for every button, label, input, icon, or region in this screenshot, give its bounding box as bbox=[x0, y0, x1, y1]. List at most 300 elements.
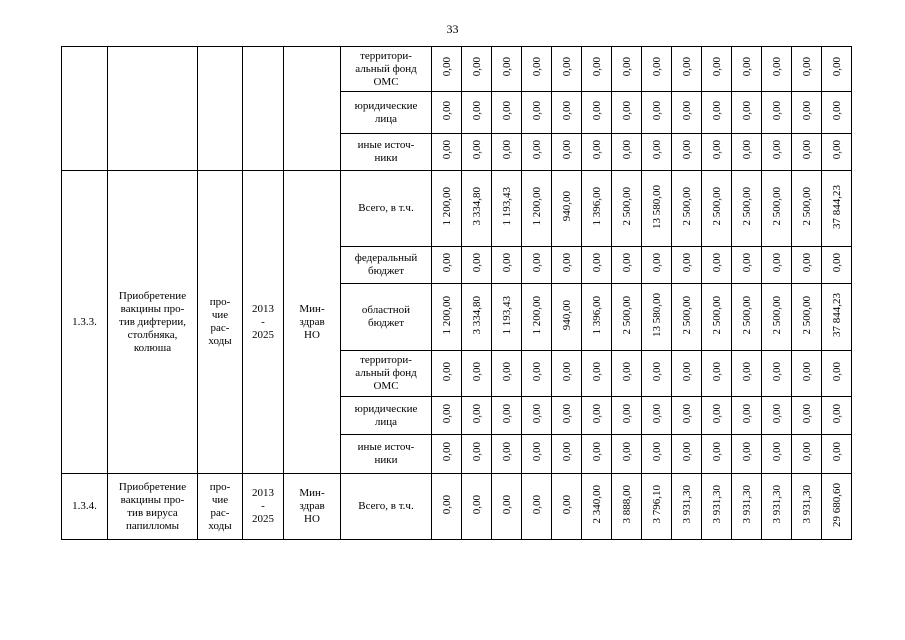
value-cell-4 bbox=[522, 474, 552, 540]
item-name bbox=[108, 47, 198, 171]
value-text: 0,00 bbox=[800, 253, 813, 273]
value-cell-2 bbox=[462, 351, 492, 397]
value-cell-1 bbox=[432, 351, 462, 397]
executor: Мин- здрав НО bbox=[284, 474, 341, 540]
value-text: 2 500,00 bbox=[800, 187, 813, 226]
value-cell-9 bbox=[672, 351, 702, 397]
value-cell-1 bbox=[432, 397, 462, 435]
value-cell-12 bbox=[762, 474, 792, 540]
value-cell-12 bbox=[762, 171, 792, 247]
period-years: 2013 - 2025 bbox=[243, 474, 284, 540]
value-text: 3 888,00 bbox=[620, 485, 633, 524]
value-text: 0,00 bbox=[470, 57, 483, 77]
value-cell-8 bbox=[642, 92, 672, 134]
value-cell-10 bbox=[702, 171, 732, 247]
value-cell-4 bbox=[522, 284, 552, 351]
value-cell-5 bbox=[552, 171, 582, 247]
value-cell-5 bbox=[552, 92, 582, 134]
page-number: 33 bbox=[446, 22, 459, 36]
value-text: 0,00 bbox=[830, 253, 843, 273]
value-text: 2 500,00 bbox=[620, 187, 633, 226]
value-text: 0,00 bbox=[560, 361, 573, 382]
value-text: 0,00 bbox=[530, 140, 543, 160]
value-text: 0,00 bbox=[530, 100, 543, 121]
value-cell-5 bbox=[552, 474, 582, 540]
value-text: 0,00 bbox=[740, 140, 753, 160]
value-cell-2 bbox=[462, 397, 492, 435]
value-text: 0,00 bbox=[800, 140, 813, 160]
value-text: 0,00 bbox=[680, 361, 693, 382]
value-cell-3 bbox=[492, 92, 522, 134]
value-text: 3 931,30 bbox=[680, 485, 693, 524]
value-text: 3 796,10 bbox=[650, 485, 663, 524]
value-text: 0,00 bbox=[740, 100, 753, 121]
value-cell-7 bbox=[612, 92, 642, 134]
value-text: 3 334,80 bbox=[470, 187, 483, 226]
value-cell-3 bbox=[492, 247, 522, 284]
value-cell-14 bbox=[822, 351, 852, 397]
value-text: 1 200,00 bbox=[440, 295, 453, 335]
value-cell-9 bbox=[672, 474, 702, 540]
value-cell-7 bbox=[612, 284, 642, 351]
value-cell-7 bbox=[612, 247, 642, 284]
value-text: 0,00 bbox=[710, 253, 723, 273]
value-cell-11 bbox=[732, 435, 762, 474]
value-text: 3 334,80 bbox=[470, 295, 483, 335]
value-cell-1 bbox=[432, 134, 462, 171]
value-text: 37 844,23 bbox=[830, 293, 843, 337]
value-cell-10 bbox=[702, 474, 732, 540]
value-text: 0,00 bbox=[830, 100, 843, 121]
value-cell-14 bbox=[822, 284, 852, 351]
value-cell-6 bbox=[582, 92, 612, 134]
value-text: 0,00 bbox=[680, 442, 693, 462]
value-cell-13 bbox=[792, 397, 822, 435]
value-cell-12 bbox=[762, 397, 792, 435]
value-cell-7 bbox=[612, 47, 642, 92]
value-cell-12 bbox=[762, 247, 792, 284]
value-cell-5 bbox=[552, 435, 582, 474]
value-cell-3 bbox=[492, 171, 522, 247]
value-text: 2 500,00 bbox=[620, 295, 633, 335]
funding-source: юридические лица bbox=[341, 92, 432, 134]
value-text: 0,00 bbox=[470, 442, 483, 462]
value-cell-11 bbox=[732, 134, 762, 171]
funding-source: областной бюджет bbox=[341, 284, 432, 351]
value-text: 0,00 bbox=[500, 403, 513, 424]
value-text: 0,00 bbox=[830, 361, 843, 382]
item-name: Приобретение вакцины про- тив дифтерии, столбняка, колюша bbox=[108, 171, 198, 474]
value-text: 0,00 bbox=[830, 57, 843, 77]
value-text: 0,00 bbox=[560, 140, 573, 160]
value-cell-2 bbox=[462, 47, 492, 92]
value-cell-4 bbox=[522, 247, 552, 284]
value-cell-8 bbox=[642, 435, 672, 474]
value-cell-3 bbox=[492, 47, 522, 92]
value-cell-9 bbox=[672, 247, 702, 284]
funding-source: территори- альный фонд ОМС bbox=[341, 47, 432, 92]
value-text: 0,00 bbox=[800, 57, 813, 77]
value-text: 0,00 bbox=[560, 253, 573, 273]
funding-source: иные источ- ники bbox=[341, 134, 432, 171]
value-text: 2 500,00 bbox=[770, 295, 783, 335]
value-cell-1 bbox=[432, 247, 462, 284]
value-cell-7 bbox=[612, 397, 642, 435]
value-text: 2 340,00 bbox=[590, 485, 603, 524]
value-cell-7 bbox=[612, 474, 642, 540]
value-text: 0,00 bbox=[440, 403, 453, 424]
value-text: 0,00 bbox=[770, 403, 783, 424]
funding-source: иные источ- ники bbox=[341, 435, 432, 474]
value-cell-14 bbox=[822, 247, 852, 284]
value-text: 0,00 bbox=[650, 57, 663, 77]
value-text: 0,00 bbox=[530, 403, 543, 424]
value-cell-14 bbox=[822, 171, 852, 247]
value-text: 0,00 bbox=[830, 403, 843, 424]
value-text: 1 200,00 bbox=[530, 295, 543, 335]
value-text: 3 931,30 bbox=[710, 485, 723, 524]
value-text: 0,00 bbox=[770, 57, 783, 77]
value-text: 0,00 bbox=[800, 442, 813, 462]
value-cell-6 bbox=[582, 171, 612, 247]
value-cell-3 bbox=[492, 284, 522, 351]
value-cell-4 bbox=[522, 134, 552, 171]
value-text: 0,00 bbox=[470, 140, 483, 160]
value-text: 0,00 bbox=[710, 140, 723, 160]
value-text: 0,00 bbox=[650, 361, 663, 382]
value-cell-11 bbox=[732, 351, 762, 397]
value-text: 2 500,00 bbox=[740, 295, 753, 335]
value-text: 2 500,00 bbox=[710, 187, 723, 226]
value-cell-13 bbox=[792, 92, 822, 134]
value-cell-14 bbox=[822, 47, 852, 92]
value-text: 0,00 bbox=[590, 100, 603, 121]
value-text: 0,00 bbox=[590, 403, 603, 424]
value-cell-11 bbox=[732, 92, 762, 134]
value-cell-13 bbox=[792, 247, 822, 284]
value-text: 0,00 bbox=[470, 253, 483, 273]
value-text: 0,00 bbox=[470, 100, 483, 121]
value-cell-5 bbox=[552, 351, 582, 397]
value-cell-6 bbox=[582, 351, 612, 397]
value-text: 0,00 bbox=[680, 253, 693, 273]
value-cell-11 bbox=[732, 397, 762, 435]
value-cell-1 bbox=[432, 474, 462, 540]
value-text: 0,00 bbox=[500, 140, 513, 160]
value-cell-1 bbox=[432, 171, 462, 247]
value-text: 2 500,00 bbox=[680, 187, 693, 226]
value-cell-1 bbox=[432, 435, 462, 474]
value-cell-14 bbox=[822, 92, 852, 134]
value-text: 0,00 bbox=[440, 494, 453, 515]
value-text: 0,00 bbox=[650, 140, 663, 160]
value-cell-3 bbox=[492, 351, 522, 397]
period-years bbox=[243, 47, 284, 171]
value-cell-8 bbox=[642, 247, 672, 284]
value-text: 0,00 bbox=[440, 253, 453, 273]
period-years: 2013 - 2025 bbox=[243, 171, 284, 474]
value-text: 0,00 bbox=[650, 253, 663, 273]
value-text: 0,00 bbox=[560, 442, 573, 462]
value-cell-14 bbox=[822, 474, 852, 540]
value-cell-2 bbox=[462, 92, 492, 134]
value-cell-4 bbox=[522, 47, 552, 92]
value-cell-6 bbox=[582, 247, 612, 284]
value-text: 0,00 bbox=[650, 100, 663, 121]
value-text: 0,00 bbox=[440, 100, 453, 121]
value-text: 0,00 bbox=[590, 442, 603, 462]
funding-source: юридические лица bbox=[341, 397, 432, 435]
value-cell-7 bbox=[612, 171, 642, 247]
table-row bbox=[62, 474, 852, 540]
value-cell-3 bbox=[492, 435, 522, 474]
value-text: 0,00 bbox=[530, 57, 543, 77]
value-cell-11 bbox=[732, 171, 762, 247]
value-text: 2 500,00 bbox=[770, 187, 783, 226]
value-text: 0,00 bbox=[800, 100, 813, 121]
value-text: 13 580,00 bbox=[650, 293, 663, 337]
value-cell-12 bbox=[762, 435, 792, 474]
value-cell-13 bbox=[792, 474, 822, 540]
value-text: 0,00 bbox=[620, 253, 633, 273]
value-text: 13 580,00 bbox=[650, 184, 663, 229]
expense-type: про- чие рас- ходы bbox=[198, 474, 243, 540]
value-text: 0,00 bbox=[560, 403, 573, 424]
value-cell-3 bbox=[492, 134, 522, 171]
value-cell-8 bbox=[642, 397, 672, 435]
value-text: 0,00 bbox=[710, 361, 723, 382]
value-text: 0,00 bbox=[590, 140, 603, 160]
value-text: 0,00 bbox=[710, 403, 723, 424]
value-text: 1 193,43 bbox=[500, 187, 513, 226]
value-cell-9 bbox=[672, 397, 702, 435]
item-number bbox=[62, 47, 108, 171]
value-text: 0,00 bbox=[590, 361, 603, 382]
value-cell-9 bbox=[672, 92, 702, 134]
value-text: 0,00 bbox=[500, 361, 513, 382]
value-cell-14 bbox=[822, 397, 852, 435]
value-cell-9 bbox=[672, 47, 702, 92]
value-cell-8 bbox=[642, 351, 672, 397]
budget-table-body bbox=[62, 47, 852, 540]
value-text: 0,00 bbox=[470, 361, 483, 382]
value-text: 0,00 bbox=[440, 442, 453, 462]
value-text: 0,00 bbox=[800, 403, 813, 424]
value-cell-8 bbox=[642, 171, 672, 247]
value-cell-13 bbox=[792, 134, 822, 171]
value-text: 0,00 bbox=[680, 403, 693, 424]
funding-source: территори- альный фонд ОМС bbox=[341, 351, 432, 397]
value-cell-2 bbox=[462, 247, 492, 284]
value-text: 0,00 bbox=[710, 100, 723, 121]
value-cell-4 bbox=[522, 435, 552, 474]
value-text: 0,00 bbox=[680, 57, 693, 77]
value-text: 0,00 bbox=[500, 100, 513, 121]
value-text: 940,00 bbox=[560, 299, 573, 331]
value-cell-5 bbox=[552, 134, 582, 171]
value-text: 1 200,00 bbox=[440, 187, 453, 226]
value-text: 1 193,43 bbox=[500, 295, 513, 335]
value-cell-9 bbox=[672, 284, 702, 351]
value-cell-10 bbox=[702, 351, 732, 397]
value-cell-10 bbox=[702, 247, 732, 284]
value-cell-13 bbox=[792, 351, 822, 397]
value-cell-1 bbox=[432, 284, 462, 351]
value-cell-9 bbox=[672, 134, 702, 171]
value-cell-13 bbox=[792, 284, 822, 351]
value-text: 0,00 bbox=[470, 403, 483, 424]
value-text: 3 931,30 bbox=[770, 485, 783, 524]
value-cell-11 bbox=[732, 474, 762, 540]
value-text: 0,00 bbox=[530, 361, 543, 382]
value-text: 0,00 bbox=[440, 361, 453, 382]
value-cell-5 bbox=[552, 47, 582, 92]
value-cell-6 bbox=[582, 435, 612, 474]
value-text: 0,00 bbox=[500, 253, 513, 273]
item-number: 1.3.3. bbox=[62, 171, 108, 474]
value-text: 0,00 bbox=[500, 57, 513, 77]
value-cell-9 bbox=[672, 171, 702, 247]
expense-type: про- чие рас- ходы bbox=[198, 171, 243, 474]
value-cell-2 bbox=[462, 474, 492, 540]
value-text: 1 396,00 bbox=[590, 295, 603, 335]
value-cell-12 bbox=[762, 351, 792, 397]
value-cell-11 bbox=[732, 284, 762, 351]
funding-source: федеральный бюджет bbox=[341, 247, 432, 284]
value-text: 1 200,00 bbox=[530, 187, 543, 226]
value-text: 0,00 bbox=[830, 442, 843, 462]
value-text: 940,00 bbox=[560, 191, 573, 222]
value-text: 2 500,00 bbox=[710, 295, 723, 335]
value-text: 0,00 bbox=[650, 403, 663, 424]
value-text: 0,00 bbox=[710, 57, 723, 77]
value-text: 0,00 bbox=[740, 361, 753, 382]
value-cell-6 bbox=[582, 397, 612, 435]
value-text: 0,00 bbox=[620, 57, 633, 77]
value-text: 0,00 bbox=[590, 253, 603, 273]
table-row bbox=[62, 171, 852, 247]
executor: Мин- здрав НО bbox=[284, 171, 341, 474]
value-text: 0,00 bbox=[500, 494, 513, 515]
value-cell-8 bbox=[642, 134, 672, 171]
value-cell-6 bbox=[582, 134, 612, 171]
value-text: 0,00 bbox=[680, 140, 693, 160]
budget-table bbox=[61, 46, 852, 540]
executor bbox=[284, 47, 341, 171]
value-text: 3 931,30 bbox=[800, 485, 813, 524]
value-cell-9 bbox=[672, 435, 702, 474]
value-text: 1 396,00 bbox=[590, 187, 603, 226]
value-text: 0,00 bbox=[500, 442, 513, 462]
value-cell-11 bbox=[732, 247, 762, 284]
value-cell-4 bbox=[522, 397, 552, 435]
value-cell-14 bbox=[822, 435, 852, 474]
value-text: 29 680,60 bbox=[830, 482, 843, 527]
value-text: 0,00 bbox=[740, 403, 753, 424]
value-text: 0,00 bbox=[530, 253, 543, 273]
funding-source: Всего, в т.ч. bbox=[341, 474, 432, 540]
value-text: 0,00 bbox=[740, 57, 753, 77]
value-cell-14 bbox=[822, 134, 852, 171]
value-cell-1 bbox=[432, 47, 462, 92]
value-cell-6 bbox=[582, 47, 612, 92]
value-text: 0,00 bbox=[770, 253, 783, 273]
value-cell-8 bbox=[642, 47, 672, 92]
item-name: Приобретение вакцины про- тив вируса папилломы bbox=[108, 474, 198, 540]
value-cell-12 bbox=[762, 134, 792, 171]
value-cell-4 bbox=[522, 171, 552, 247]
value-cell-13 bbox=[792, 435, 822, 474]
value-cell-7 bbox=[612, 351, 642, 397]
value-cell-5 bbox=[552, 247, 582, 284]
value-cell-8 bbox=[642, 474, 672, 540]
value-cell-10 bbox=[702, 92, 732, 134]
value-cell-7 bbox=[612, 435, 642, 474]
value-cell-12 bbox=[762, 92, 792, 134]
value-cell-10 bbox=[702, 47, 732, 92]
value-cell-8 bbox=[642, 284, 672, 351]
value-cell-2 bbox=[462, 435, 492, 474]
value-text: 0,00 bbox=[770, 361, 783, 382]
value-cell-10 bbox=[702, 435, 732, 474]
value-text: 0,00 bbox=[620, 403, 633, 424]
value-text: 2 500,00 bbox=[800, 295, 813, 335]
table-row bbox=[62, 47, 852, 92]
value-cell-10 bbox=[702, 134, 732, 171]
value-text: 0,00 bbox=[770, 140, 783, 160]
value-cell-11 bbox=[732, 47, 762, 92]
value-cell-10 bbox=[702, 284, 732, 351]
value-cell-5 bbox=[552, 284, 582, 351]
value-text: 0,00 bbox=[440, 140, 453, 160]
value-cell-2 bbox=[462, 284, 492, 351]
value-text: 0,00 bbox=[620, 361, 633, 382]
value-text: 0,00 bbox=[560, 494, 573, 515]
expense-type bbox=[198, 47, 243, 171]
value-text: 0,00 bbox=[530, 442, 543, 462]
item-number: 1.3.4. bbox=[62, 474, 108, 540]
funding-source: Всего, в т.ч. bbox=[341, 171, 432, 247]
value-text: 0,00 bbox=[440, 57, 453, 77]
value-cell-13 bbox=[792, 171, 822, 247]
value-text: 0,00 bbox=[620, 140, 633, 160]
value-cell-4 bbox=[522, 351, 552, 397]
value-cell-7 bbox=[612, 134, 642, 171]
value-text: 2 500,00 bbox=[680, 295, 693, 335]
value-cell-3 bbox=[492, 397, 522, 435]
value-text: 0,00 bbox=[770, 442, 783, 462]
value-cell-12 bbox=[762, 284, 792, 351]
value-text: 0,00 bbox=[590, 57, 603, 77]
value-cell-6 bbox=[582, 474, 612, 540]
value-text: 0,00 bbox=[770, 100, 783, 121]
value-text: 0,00 bbox=[620, 100, 633, 121]
value-text: 0,00 bbox=[650, 442, 663, 462]
value-cell-3 bbox=[492, 474, 522, 540]
value-text: 37 844,23 bbox=[830, 184, 843, 229]
value-cell-2 bbox=[462, 134, 492, 171]
value-cell-5 bbox=[552, 397, 582, 435]
value-text: 0,00 bbox=[740, 442, 753, 462]
value-cell-13 bbox=[792, 47, 822, 92]
value-cell-12 bbox=[762, 47, 792, 92]
value-cell-1 bbox=[432, 92, 462, 134]
value-cell-6 bbox=[582, 284, 612, 351]
value-text: 0,00 bbox=[620, 442, 633, 462]
value-text: 0,00 bbox=[560, 100, 573, 121]
value-text: 0,00 bbox=[470, 494, 483, 515]
value-cell-2 bbox=[462, 171, 492, 247]
